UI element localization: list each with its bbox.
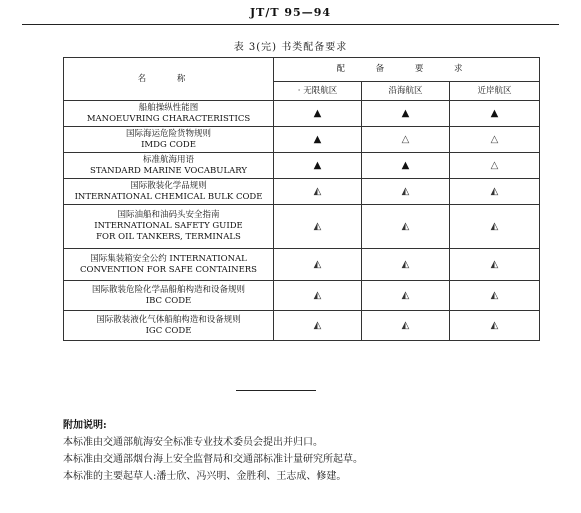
requirement-cell (274, 179, 362, 205)
book-name-zh: 国际油船和油码头安全指南 (117, 210, 220, 220)
header-rule (22, 24, 559, 25)
table-row (64, 179, 540, 205)
requirement-filled-triangle-icon: ▲ (313, 133, 322, 145)
table-row (64, 205, 540, 249)
requirement-half-triangle-icon: ◭ (490, 185, 499, 197)
requirement-open-triangle-icon: △ (490, 133, 499, 145)
requirement-filled-triangle-icon: ▲ (401, 159, 410, 171)
column-header-coastal: 沿海航区 (362, 82, 450, 101)
requirement-cell (362, 179, 450, 205)
note-line: 本标准的主要起草人:潘士欣、冯兴明、金胜利、王志成、修建。 (63, 471, 347, 482)
requirement-half-triangle-icon: ◭ (490, 319, 499, 331)
book-name-en: CONVENTION FOR SAFE CONTAINERS (79, 264, 258, 275)
additional-notes (63, 417, 563, 485)
book-name-zh: 国际散装化学品规则 (130, 180, 207, 191)
table-body (64, 101, 540, 341)
requirement-cell (362, 249, 450, 281)
requirement-filled-triangle-icon: ▲ (490, 107, 499, 119)
requirement-cell (274, 127, 362, 153)
requirement-cell (274, 205, 362, 249)
book-name-cell (64, 281, 274, 311)
book-name-en: INTERNATIONAL CHEMICAL BULK CODE (74, 191, 263, 202)
book-name-cell (64, 179, 274, 205)
note-line: 本标准由交通部烟台海上安全监督局和交通部标准计量研究所起草。 (63, 454, 363, 465)
book-name-en: MANOEUVRING CHARACTERISTICS (86, 113, 251, 124)
requirement-open-triangle-icon: △ (490, 159, 499, 171)
column-header-requirements: 配 备 要 求 (274, 58, 540, 82)
requirement-half-triangle-icon: ◭ (490, 258, 499, 270)
requirement-cell (274, 281, 362, 311)
table-row (64, 153, 540, 179)
book-name-en: STANDARD MARINE VOCABULARY (90, 165, 247, 176)
requirement-filled-triangle-icon: ▲ (313, 107, 322, 119)
table-row (64, 311, 540, 341)
notes-title: 附加说明: (63, 420, 107, 431)
book-name-en: INTERNATIONAL SAFETY GUIDE FOR OIL TANKERS, TERMINALS (94, 221, 243, 242)
requirement-cell (362, 311, 450, 341)
book-name-cell (64, 311, 274, 341)
requirement-cell (450, 249, 540, 281)
requirements-table (63, 57, 540, 341)
requirement-cell (274, 101, 362, 127)
column-header-nearshore: 近岸航区 (450, 82, 540, 101)
requirement-cell (450, 101, 540, 127)
requirement-half-triangle-icon: ◭ (401, 220, 410, 232)
requirement-cell (274, 311, 362, 341)
requirement-half-triangle-icon: ◭ (490, 289, 499, 301)
book-name-zh: 船舶操纵性能图 (138, 102, 199, 113)
requirement-cell (362, 153, 450, 179)
requirement-cell (450, 153, 540, 179)
book-name-cell (64, 249, 274, 281)
requirement-cell (450, 179, 540, 205)
requirement-half-triangle-icon: ◭ (313, 220, 322, 232)
book-name-en: IBC CODE (145, 295, 192, 306)
requirement-cell (274, 153, 362, 179)
column-header-name: 名 称 (64, 58, 274, 101)
requirement-filled-triangle-icon: ▲ (313, 159, 322, 171)
requirement-half-triangle-icon: ◭ (401, 258, 410, 270)
book-name-zh: 国际散装危险化学品船舶构造和设备规则 (91, 284, 245, 295)
book-name-zh: 标准航海用语 (142, 154, 194, 165)
book-name-cell (64, 101, 274, 127)
book-name-en: IMDG CODE (141, 139, 196, 150)
table-row (64, 249, 540, 281)
requirement-half-triangle-icon: ◭ (401, 289, 410, 301)
book-name-zh: 国际海运危险货物规则 (125, 128, 211, 139)
requirement-cell (274, 249, 362, 281)
requirement-cell (362, 281, 450, 311)
requirement-cell (450, 281, 540, 311)
requirement-cell (450, 205, 540, 249)
book-name-zh: 国际集装箱安全公约 INTERNATIONAL (90, 253, 247, 264)
requirement-filled-triangle-icon: ▲ (401, 107, 410, 119)
requirement-cell (450, 127, 540, 153)
requirement-half-triangle-icon: ◭ (490, 220, 499, 232)
table-row (64, 127, 540, 153)
requirement-cell (362, 101, 450, 127)
requirement-half-triangle-icon: ◭ (313, 289, 322, 301)
page-header-code: JT/T 95—94 (249, 6, 332, 19)
requirement-half-triangle-icon: ◭ (313, 185, 322, 197)
book-name-cell (64, 153, 274, 179)
book-name-cell (64, 205, 274, 249)
note-line: 本标准由交通部航海安全标准专业技术委员会提出并归口。 (63, 437, 323, 448)
requirement-half-triangle-icon: ◭ (401, 185, 410, 197)
requirement-cell (362, 127, 450, 153)
table-row (64, 281, 540, 311)
book-name-zh: 国际散装液化气体船舶构造和设备规则 (96, 314, 241, 325)
end-rule (236, 390, 316, 391)
table-caption: 表 3(完) 书类配备要求 (233, 42, 348, 53)
book-name-cell (64, 127, 274, 153)
requirement-half-triangle-icon: ◭ (401, 319, 410, 331)
requirement-cell (450, 311, 540, 341)
requirement-half-triangle-icon: ◭ (313, 258, 322, 270)
requirement-open-triangle-icon: △ (401, 133, 410, 145)
book-name-en: IGC CODE (145, 325, 192, 336)
table-row (64, 101, 540, 127)
requirement-half-triangle-icon: ◭ (313, 319, 322, 331)
requirement-cell (362, 205, 450, 249)
column-header-unlimited: · 无限航区 (274, 82, 362, 101)
